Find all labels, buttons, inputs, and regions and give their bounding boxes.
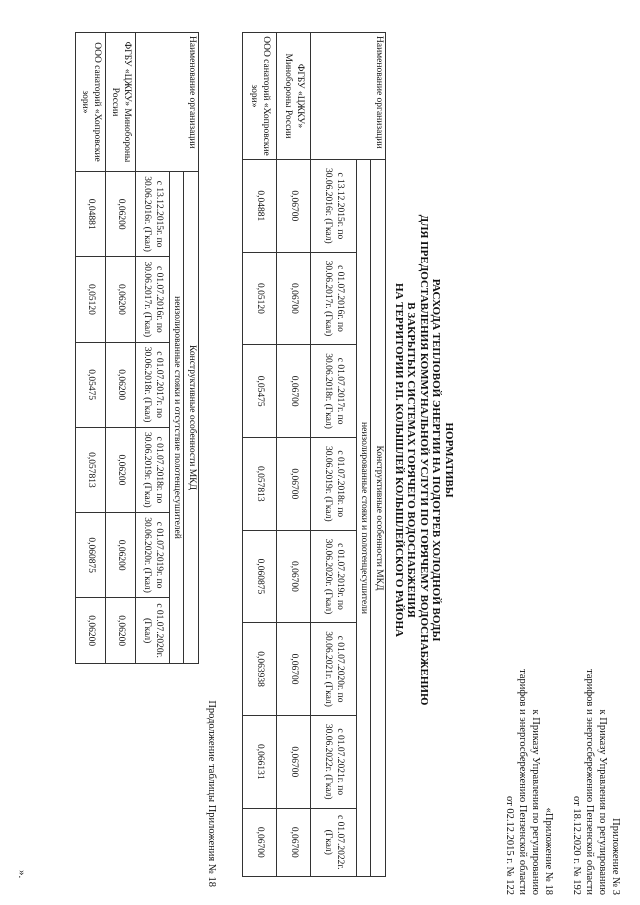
org-name: ООО санаторий «Хопровские зори» <box>76 33 106 172</box>
title-line: НА ТЕРРИТОРИИ Р.П. КОЛЫШЛЕЙ КОЛЫШЛЕЙСКОГО РАЙОНА <box>393 282 405 637</box>
title-line: В ЗАКРЫТЫХ СИСТЕМАХ ГОРЯЧЕГО ВОДОСНАБЖЕНИЯ <box>405 302 418 618</box>
norm-value: 0,06200 <box>106 257 136 342</box>
norm-value: 0,057813 <box>76 427 106 512</box>
norm-value: 0,06700 <box>277 252 311 345</box>
norm-value: 0,06700 <box>277 530 311 623</box>
table-row <box>277 33 311 877</box>
norm-value: 0,06200 <box>106 342 136 427</box>
norm-value: 0,06200 <box>76 598 106 664</box>
norm-value: 0,066131 <box>243 715 277 808</box>
norm-value: 0,05120 <box>76 257 106 342</box>
norm-value: 0,06700 <box>277 160 311 253</box>
annex-3-line: к Приказу Управления по регулированию <box>597 709 608 895</box>
table-row <box>243 33 277 877</box>
annex-18-line: тарифов и энергосбережению Пензенской области <box>517 669 528 895</box>
norm-value: 0,057813 <box>243 437 277 530</box>
annex-18-line: «Приложение № 18 <box>543 807 554 895</box>
subgroup-header: неизолированные стояки и полотенцесушители <box>357 160 372 877</box>
norm-value: 0,04881 <box>243 160 277 253</box>
annex-3-line: от 18.12.2020 г. № 192 <box>571 796 582 895</box>
annex-18-line: от 02.12.2015 г. № 122 <box>504 796 515 895</box>
norm-value: 0,063938 <box>243 623 277 716</box>
table-row <box>76 33 106 664</box>
norm-value: 0,06200 <box>106 172 136 257</box>
norm-value: 0,06200 <box>106 513 136 598</box>
period-header: с 01.07.2017г. по 30.06.2018г. (Гкал) <box>311 345 357 438</box>
title-line: ДЛЯ ПРЕДОСТАВЛЕНИЯ КОММУНАЛЬНОЙ УСЛУГИ ПО ГОРЯЧЕМУ ВОДОСНАБЖЕНИЮ <box>418 214 430 706</box>
period-header: с 01.07.2017г. по 30.06.2018г. (Гкал) <box>136 342 170 427</box>
period-header: с 01.07.2020г. (Гкал) <box>136 598 170 664</box>
org-name-header: Наименование организации <box>311 33 386 160</box>
period-header: с 01.07.2016г. по 30.06.2017г. (Гкал) <box>136 257 170 342</box>
norms-table-towel-dryers <box>242 32 386 877</box>
period-header: с 01.07.2021г. по 30.06.2022г. (Гкал) <box>311 715 357 808</box>
norm-value: 0,05475 <box>76 342 106 427</box>
org-name: ООО санаторий «Хопровские зори» <box>243 33 277 160</box>
period-header: с 01.07.2019г. по 30.06.2020г. (Гкал) <box>136 513 170 598</box>
org-name-header: Наименование организации <box>136 33 199 172</box>
mkd-features-header: Конструктивные особенности МКД <box>184 172 199 664</box>
document-title <box>393 150 456 770</box>
norm-value: 0,06200 <box>106 598 136 664</box>
period-header: с 01.07.2019г. по 30.06.2020г. (Гкал) <box>311 530 357 623</box>
period-header: с 01.07.2020г. по 30.06.2021г. (Гкал) <box>311 623 357 716</box>
title-line: НОРМАТИВЫ <box>443 422 455 498</box>
norm-value: 0,060875 <box>76 513 106 598</box>
norm-value: 0,06700 <box>277 808 311 876</box>
annex-3-line: Приложение № 3 <box>610 818 621 895</box>
norm-value: 0,06700 <box>277 345 311 438</box>
norm-value: 0,060875 <box>243 530 277 623</box>
subgroup-header: неизолированные стояки и отсутствие полотенцесушителей <box>170 172 185 664</box>
period-header: с 01.07.2022г. (Гкал) <box>311 808 357 876</box>
org-name: ФГБУ «ЦЖКУ» Минобороны России <box>106 33 136 172</box>
closing-quote-mark: ». <box>16 870 28 879</box>
norm-value: 0,05120 <box>243 252 277 345</box>
norm-value: 0,06700 <box>243 808 277 876</box>
period-header: с 01.07.2018г. по 30.06.2019г. (Гкал) <box>311 437 357 530</box>
norm-value: 0,06700 <box>277 437 311 530</box>
annex-18-header <box>503 669 555 895</box>
period-header: с 01.07.2016г. по 30.06.2017г. (Гкал) <box>311 252 357 345</box>
period-header: с 13.12.2015г. по 30.06.2016г. (Гкал) <box>136 172 170 257</box>
title-line: РАСХОДА ТЕПЛОВОЙ ЭНЕРГИИ НА ПОДОГРЕВ ХОЛОДНОЙ ВОДЫ <box>430 278 443 642</box>
mkd-features-header: Конструктивные особенности МКД <box>371 160 386 877</box>
continuation-label: Продолжение таблицы Приложения № 18 <box>206 700 217 887</box>
annex-3-header <box>570 669 622 895</box>
period-header: с 01.07.2018г. по 30.06.2019г. (Гкал) <box>136 427 170 512</box>
norm-value: 0,05475 <box>243 345 277 438</box>
annex-3-line: тарифов и энергосбережению Пензенской области <box>584 669 595 895</box>
table-row <box>106 33 136 664</box>
period-header: с 13.12.2015г. по 30.06.2016г. (Гкал) <box>311 160 357 253</box>
org-name: ФГБУ «ЦЖКУ» Минобороны России <box>277 33 311 160</box>
norms-table-no-towel-dryers <box>75 32 199 664</box>
norm-value: 0,06700 <box>277 623 311 716</box>
annex-18-line: к Приказу Управления по регулированию <box>530 709 541 895</box>
norm-value: 0,04881 <box>76 172 106 257</box>
norm-value: 0,06700 <box>277 715 311 808</box>
norm-value: 0,06200 <box>106 427 136 512</box>
